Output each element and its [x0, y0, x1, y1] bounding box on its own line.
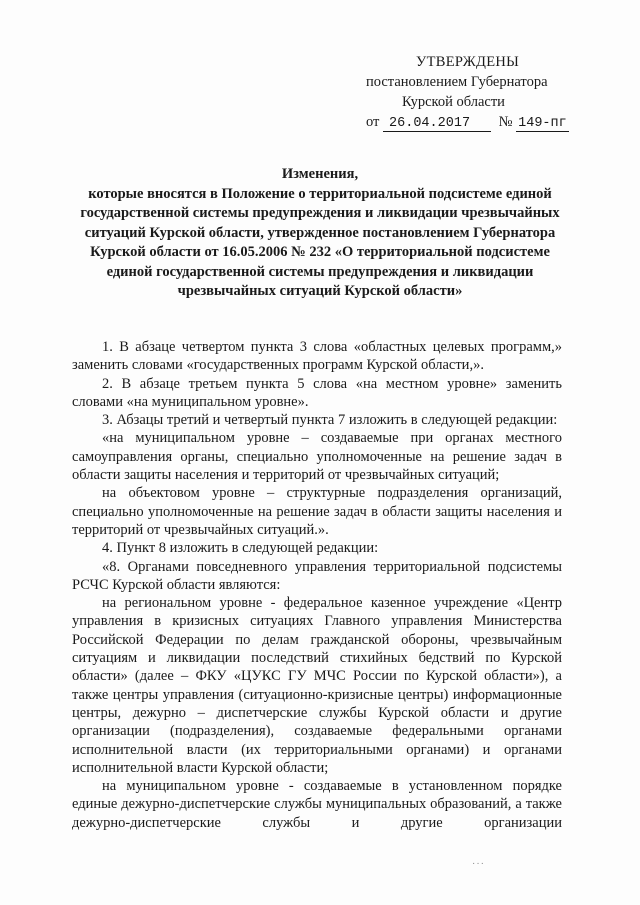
- paragraph-7: «8. Органами повседневного управления территориальной подсистемы РСЧС Курской области являются:: [72, 558, 562, 593]
- scan-mark: ···: [472, 858, 485, 869]
- approval-date-line: [358, 112, 598, 132]
- paragraph-1: 1. В абзаце четвертом пункта 3 слова «областных целевых программ,» заменить словами «государственных программ Курской области,».: [72, 339, 562, 374]
- paragraph-9: на муниципальном уровне - создаваемые в установленном порядке единые дежурно-диспетчерские службы муниципальных образований, а также дежурно-диспетчерские службы и другие организации: [72, 778, 562, 831]
- paragraph-3: 3. Абзацы третий и четвертый пункта 7 изложить в следующей редакции:: [102, 412, 558, 429]
- approval-block: [358, 52, 598, 132]
- approval-number: 149-пг: [518, 116, 567, 131]
- paragraph-5: на объектовом уровне – структурные подразделения организаций, специально уполномоченные на решение задач в области защиты населения и территорий от чрезвычайных ситуаций.».: [72, 485, 562, 538]
- document-body: [72, 338, 562, 832]
- number-prefix: №: [498, 114, 513, 130]
- approval-line-1: постановлением Губернатора: [366, 74, 548, 90]
- paragraph-2: 2. В абзаце третьем пункта 5 слова «на местном уровне» заменить словами «на муниципальном уровне».: [72, 375, 562, 410]
- paragraph-8: на региональном уровне - федеральное казенное учреждение «Центр управления в кризисных ситуациях Главного управления Министерства Российской Федерации по делам гражданской обороны, чрезвычайным ситуациям и ликвидации последствий стихийных бедствий по Курской области» (далее – ФКУ «ЦУКС ГУ МЧС России по Курской области»), а также центры управления (ситуационно-кризисные центры) информационные центры, дежурно – диспетчерские службы Курской области и другие организации (подразделения), создаваемые федеральными органами исполнительной власти (их территориальными органами) и органами исполнительной власти Курской области;: [72, 595, 562, 776]
- approval-line-2: Курской области: [402, 94, 505, 110]
- heading-line-1: Изменения,: [281, 166, 359, 182]
- paragraph-6: 4. Пункт 8 изложить в следующей редакции:: [102, 540, 379, 557]
- date-prefix: от: [366, 114, 380, 130]
- approval-date: 26.04.2017: [383, 116, 491, 132]
- paragraph-4: «на муниципальном уровне – создаваемые при органах местного самоуправления органы, специально уполномоченные на решение задач в области защиты населения и территорий от чрезвычайных ситуаций;: [72, 430, 562, 484]
- document-heading: [70, 165, 570, 302]
- approval-title: УТВЕРЖДЕНЫ: [416, 54, 520, 70]
- heading-body: которые вносятся в Положение о территориальной подсистеме единой государственной системы предупреждения и ликвидации чрезвычайных ситуаций Курской области, утвержденное постановлением Губернатора Курской области от 16.05.2006 № 232 «О территориальной подсистеме единой государственной системы предупреждения и ликвидации чрезвычайных ситуаций Курской области»: [80, 185, 560, 299]
